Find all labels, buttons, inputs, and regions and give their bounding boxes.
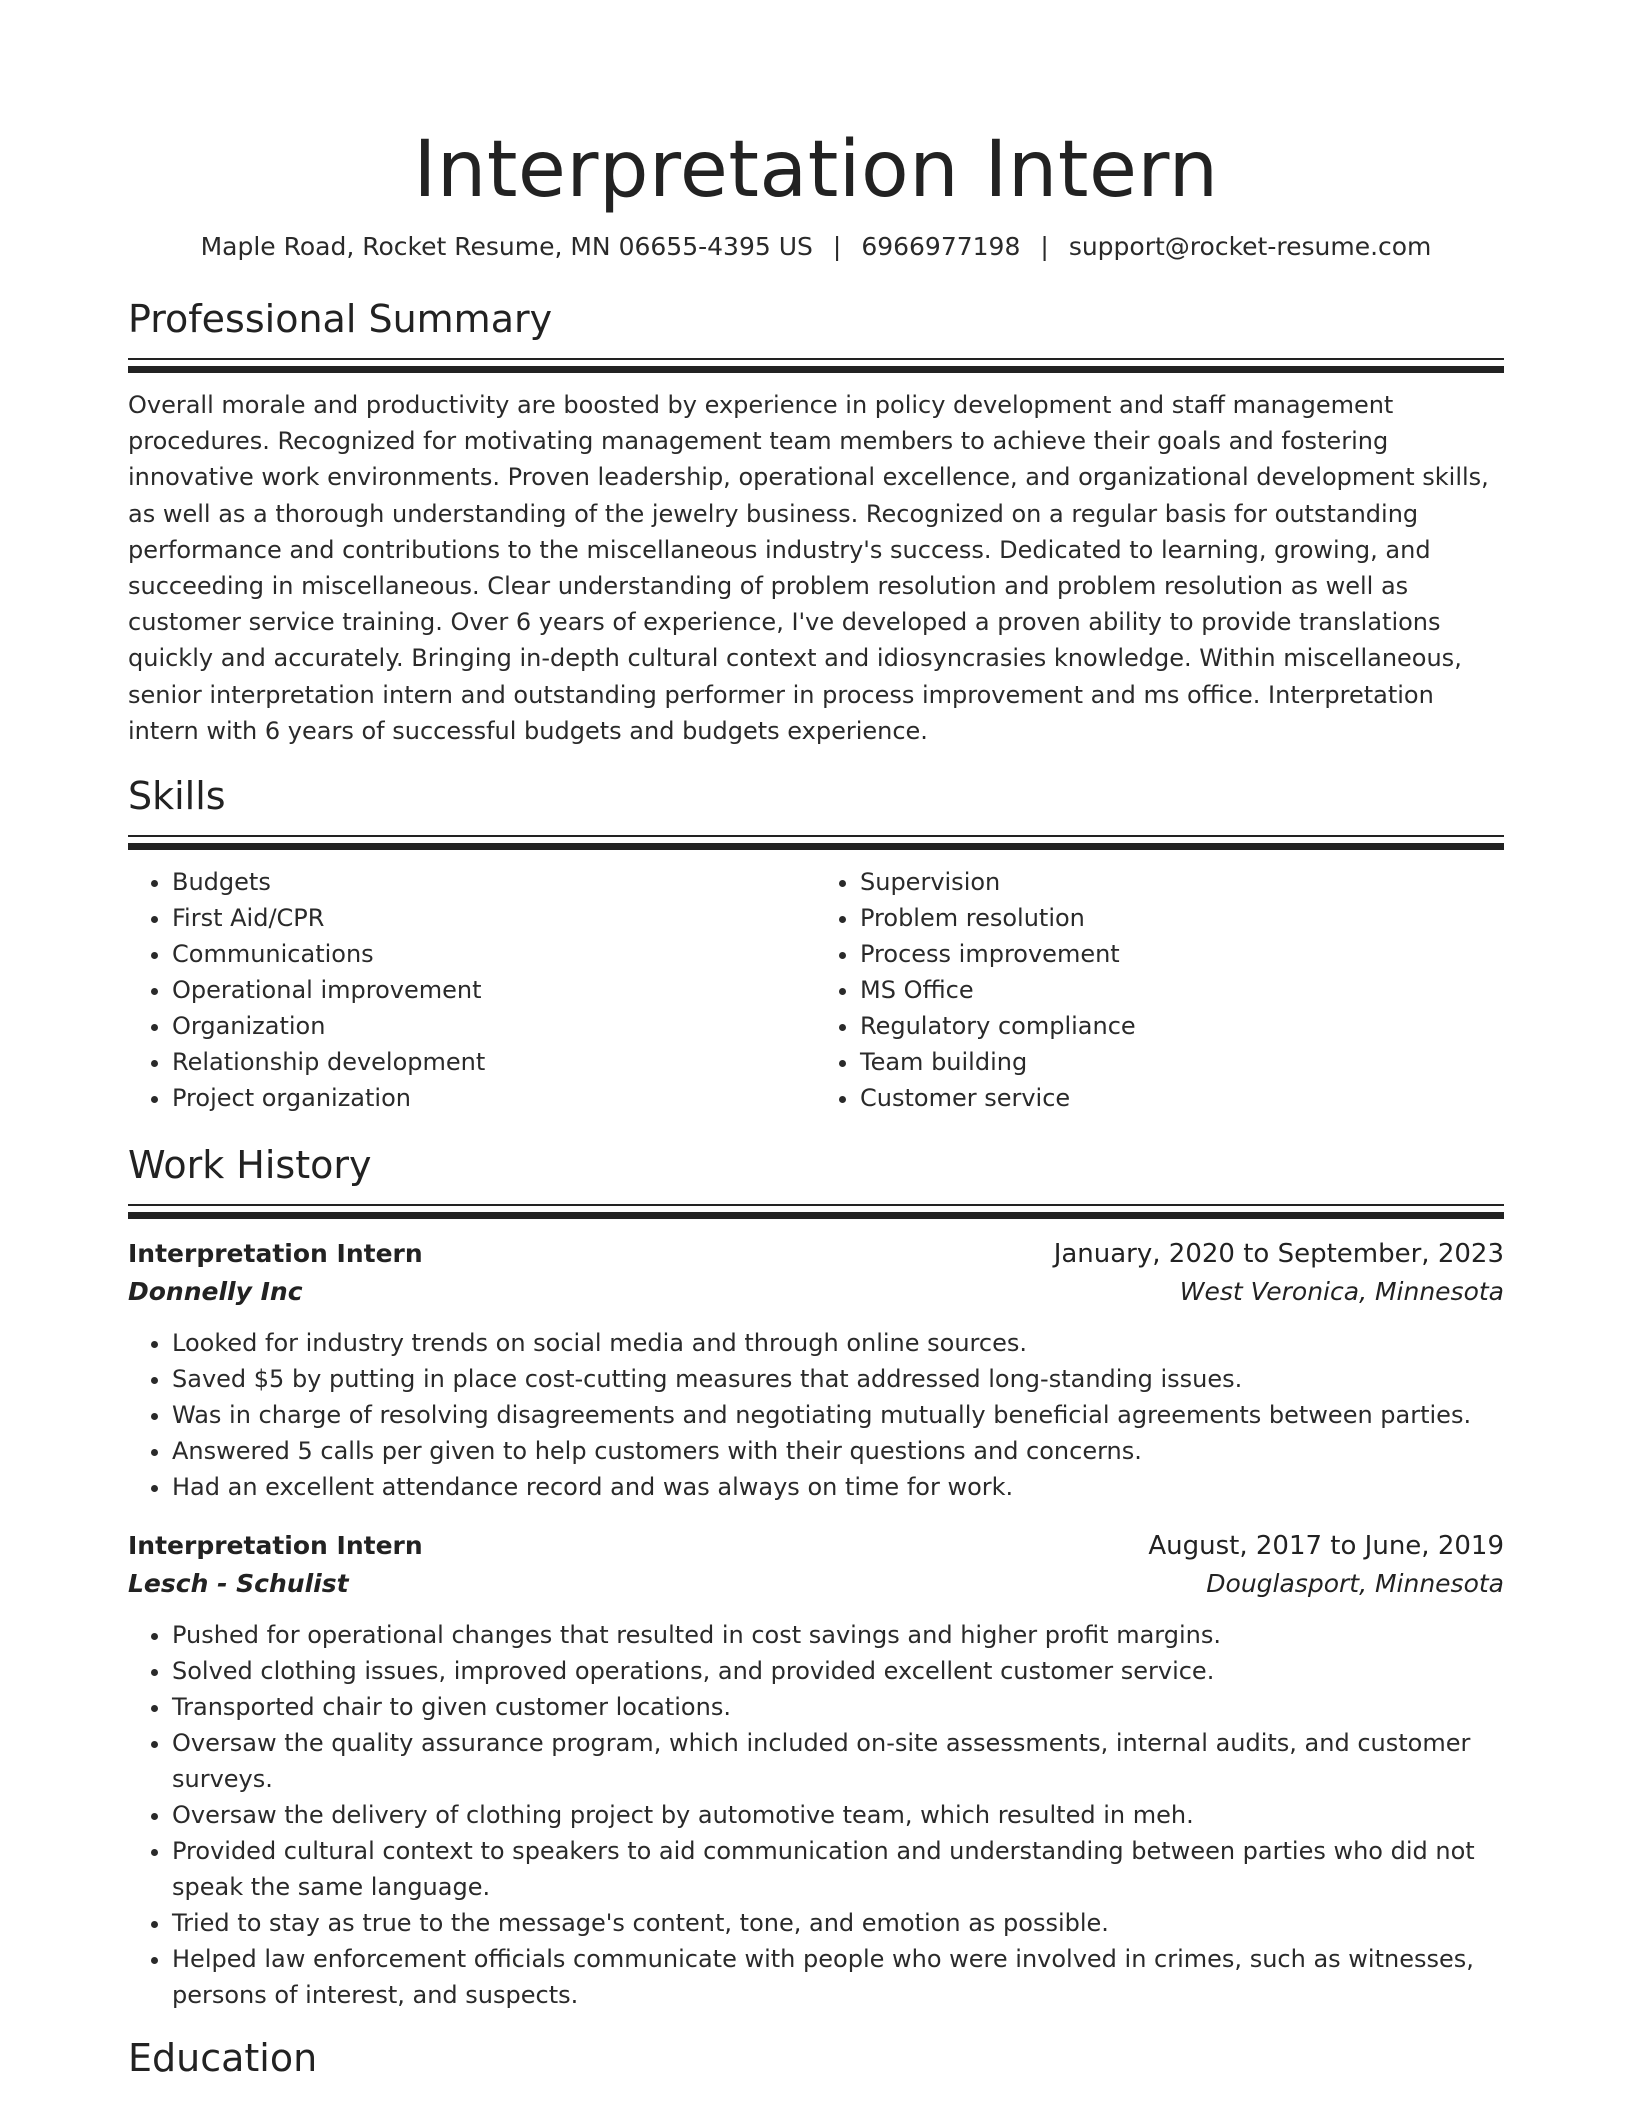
job-dates: January, 2020 to September, 2023 (1053, 1239, 1504, 1270)
skills-heading: Skills (128, 774, 226, 819)
summary-heading: Professional Summary (128, 297, 553, 341)
job-bullet: • Looked for industry trends on social media and through online sources. (172, 1325, 1504, 1361)
work-history-heading: Work History (128, 1143, 372, 1188)
skill-item: • Operational improvement (172, 972, 816, 1008)
skill-item: • Project organization (172, 1080, 816, 1116)
job-entry (128, 1235, 1504, 1505)
skill-item: • First Aid/CPR (172, 900, 816, 936)
skill-item: • Customer service (860, 1080, 1504, 1116)
job-title: Interpretation Intern (128, 1239, 423, 1269)
job-bullet: • Solved clothing issues, improved operations, and provided excellent customer service. (172, 1653, 1504, 1689)
skill-item: • Regulatory compliance (860, 1008, 1504, 1044)
job-bullet: • Pushed for operational changes that resulted in cost savings and higher profit margins. (172, 1617, 1504, 1653)
skill-item: • Organization (172, 1008, 816, 1044)
job-bullet: • Had an excellent attendance record and was always on time for work. (172, 1469, 1504, 1505)
skill-item: • Budgets (172, 864, 816, 900)
job-company: Lesch - Schulist (128, 1569, 349, 1599)
education-section (128, 2035, 1504, 2081)
skill-item: • Process improvement (860, 936, 1504, 972)
contact-phone: 6966977198 (861, 232, 1021, 261)
job-bullet: • Transported chair to given customer locations. (172, 1689, 1504, 1725)
resume-name: Interpretation Intern (413, 125, 1219, 215)
job-bullet: • Tried to stay as true to the message's content, tone, and emotion as possible. (172, 1905, 1504, 1941)
job-company: Donnelly Inc (128, 1277, 303, 1307)
job-bullet: • Answered 5 calls per given to help customers with their questions and concerns. (172, 1433, 1504, 1469)
job-entry (128, 1527, 1504, 2013)
section-divider (128, 358, 1504, 373)
job-bullet: • Helped law enforcement officials communicate with people who were involved in crimes, such as witnesses, persons of interest, and suspects. (172, 1941, 1504, 2013)
contact-line (128, 230, 1504, 264)
summary-section (128, 296, 1504, 749)
skill-item: • Team building (860, 1044, 1504, 1080)
education-heading: Education (128, 2036, 318, 2081)
contact-separator: | (832, 232, 842, 261)
job-subheader-row (128, 1565, 1504, 1603)
section-divider (128, 1204, 1504, 1219)
skills-left-list (128, 864, 816, 1116)
skill-item: • Relationship development (172, 1044, 816, 1080)
job-location: Douglasport, Minnesota (1206, 1569, 1504, 1599)
skill-item: • Supervision (860, 864, 1504, 900)
job-bullet: • Oversaw the quality assurance program, which included on-site assessments, internal audits, and customer surveys. (172, 1725, 1504, 1797)
skills-right-list (816, 864, 1504, 1116)
job-subheader-row (128, 1273, 1504, 1311)
skill-item: • Problem resolution (860, 900, 1504, 936)
summary-text: Overall morale and productivity are boosted by experience in policy development and staff management procedures. Recognized for motivating management team members to achieve their goals and fostering innovative work environments. Proven leadership, operational excellence, and organizational development skills, as well as a thorough understanding of the jewelry business. Recognized on a regular basis for outstanding performance and contributions to the miscellaneous industry's success. Dedicated to learning, growing, and succeeding in miscellaneous. Clear understanding of problem resolution and problem resolution as well as customer service training. Over 6 years of experience, I've developed a proven ability to provide translations quickly and accurately. Bringing in-depth cultural context and idiosyncrasies knowledge. Within miscellaneous, senior interpretation intern and outstanding performer in process improvement and ms office. Interpretation intern with 6 years of successful budgets and budgets experience. (128, 391, 1489, 745)
job-header-row (128, 1527, 1504, 1565)
contact-separator: | (1040, 232, 1049, 261)
job-header-row (128, 1235, 1504, 1273)
job-bullet: • Oversaw the delivery of clothing project by automotive team, which resulted in meh. (172, 1797, 1504, 1833)
skills-columns (128, 864, 1504, 1116)
job-bullets (128, 1617, 1504, 2013)
skills-section (128, 773, 1504, 1116)
skill-item: • Communications (172, 936, 816, 972)
job-bullets (128, 1325, 1504, 1505)
resume-page (128, 0, 1504, 2081)
section-divider (128, 835, 1504, 850)
contact-address: Maple Road, Rocket Resume, MN 06655-4395 US (200, 232, 813, 261)
job-bullet: • Was in charge of resolving disagreements and negotiating mutually beneficial agreements between parties. (172, 1397, 1504, 1433)
job-bullet: • Saved $5 by putting in place cost-cutting measures that addressed long-standing issues. (172, 1361, 1504, 1397)
work-history-section (128, 1142, 1504, 2013)
job-dates: August, 2017 to June, 2019 (1148, 1531, 1504, 1562)
job-bullet: • Provided cultural context to speakers to aid communication and understanding between parties who did not speak the same language. (172, 1833, 1504, 1905)
job-title: Interpretation Intern (128, 1531, 423, 1561)
job-location: West Veronica, Minnesota (1179, 1277, 1504, 1307)
contact-email: support@rocket-resume.com (1068, 232, 1432, 261)
skill-item: • MS Office (860, 972, 1504, 1008)
